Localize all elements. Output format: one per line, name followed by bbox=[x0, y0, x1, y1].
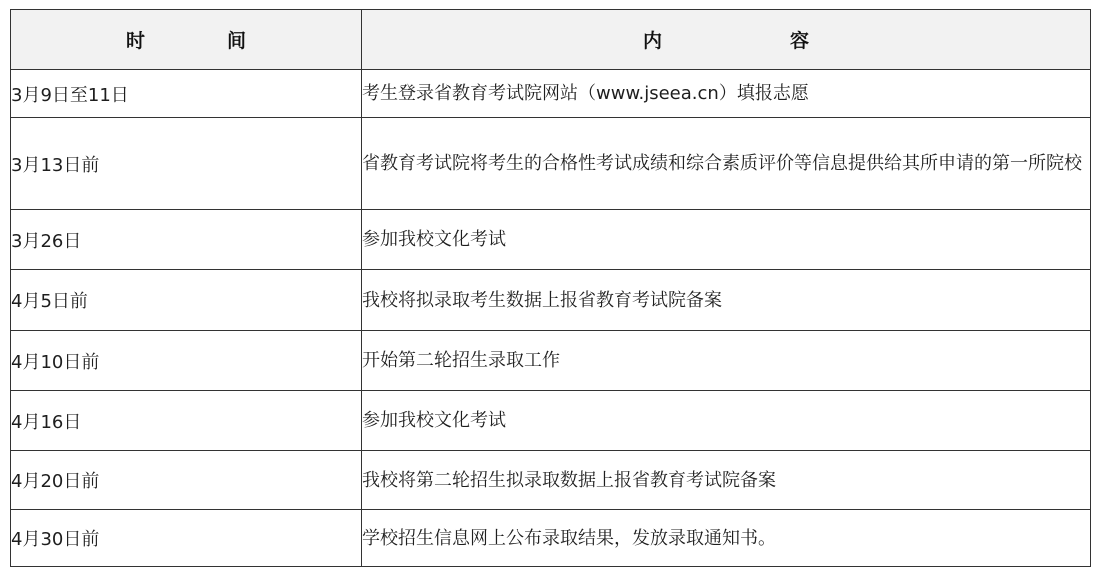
time-cell: 4月5日前 bbox=[11, 270, 362, 331]
table-row bbox=[11, 451, 1091, 510]
content-cell: 参加我校文化考试 bbox=[362, 210, 1091, 270]
header-row bbox=[11, 10, 1091, 70]
header-content-char-1: 内 bbox=[642, 30, 662, 52]
time-cell: 4月10日前 bbox=[11, 331, 362, 391]
content-cell: 考生登录省教育考试院网站（www.jseea.cn）填报志愿 bbox=[362, 70, 1091, 118]
table-row bbox=[11, 70, 1091, 118]
content-cell: 省教育考试院将考生的合格性考试成绩和综合素质评价等信息提供给其所申请的第一所院校 bbox=[362, 118, 1091, 210]
header-time bbox=[11, 10, 362, 70]
content-cell: 我校将拟录取考生数据上报省教育考试院备案 bbox=[362, 270, 1091, 331]
time-cell: 4月30日前 bbox=[11, 510, 362, 567]
content-cell: 参加我校文化考试 bbox=[362, 391, 1091, 451]
table-row bbox=[11, 331, 1091, 391]
content-cell: 开始第二轮招生录取工作 bbox=[362, 331, 1091, 391]
header-time-char-1: 时 bbox=[125, 30, 145, 52]
table-row bbox=[11, 118, 1091, 210]
content-cell: 我校将第二轮招生拟录取数据上报省教育考试院备案 bbox=[362, 451, 1091, 510]
header-time-char-2: 间 bbox=[227, 30, 247, 52]
header-content bbox=[362, 10, 1091, 70]
header-content-char-2: 容 bbox=[790, 30, 810, 52]
schedule-table bbox=[10, 9, 1091, 567]
content-cell: 学校招生信息网上公布录取结果，发放录取通知书。 bbox=[362, 510, 1091, 567]
time-cell: 4月16日 bbox=[11, 391, 362, 451]
table-row bbox=[11, 510, 1091, 567]
table-row bbox=[11, 270, 1091, 331]
table-row bbox=[11, 210, 1091, 270]
time-cell: 4月20日前 bbox=[11, 451, 362, 510]
table-row bbox=[11, 391, 1091, 451]
time-cell: 3月9日至11日 bbox=[11, 70, 362, 118]
time-cell: 3月13日前 bbox=[11, 118, 362, 210]
time-cell: 3月26日 bbox=[11, 210, 362, 270]
